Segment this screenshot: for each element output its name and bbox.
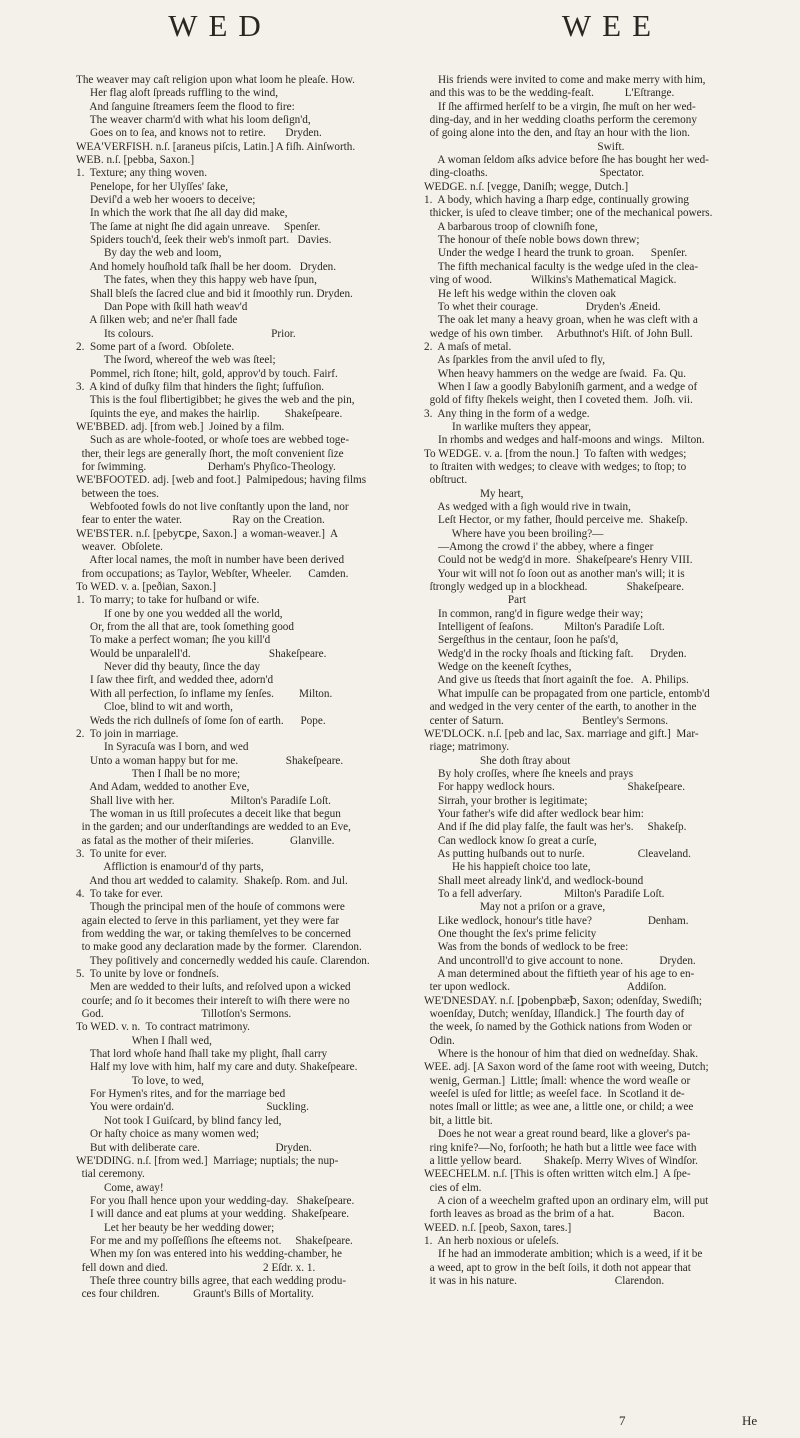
text-line: 2. Some part of a ſword. Obſolete. (76, 340, 235, 353)
text-line: He his happieſt choice too late, (424, 861, 591, 874)
text-line: ſquints the eye, and makes the hairlip. Shakeſpeare. (76, 407, 343, 420)
text-line: WE'BFOOTED. adj. [web and foot.] Palmipedous; having films (76, 474, 367, 487)
text-line: For you ſhall hence upon your wedding-day. Shakeſpeare. (76, 1194, 355, 1207)
text-line: His friends were invited to come and make merry with him, (424, 74, 706, 86)
text-line: ces four children. Graunt's Bills of Mortality. (76, 1288, 314, 1301)
text-line: 3. A kind of duſky film that hinders the ſight; ſuffuſion. (76, 380, 325, 393)
text-line: fell down and died. 2 Eſdr. x. 1. (76, 1261, 316, 1274)
text-line: A cion of a weechelm grafted upon an ordinary elm, will put (424, 1194, 709, 1207)
text-line: WE'BSTER. n.ſ. [pebyꞇꝑe, Saxon.] a woman-weaver.] A (76, 527, 339, 540)
text-line: As ſparkles from the anvil uſed to fly, (424, 354, 606, 367)
text-line: Not took I Guiſcard, by blind fancy led, (76, 1114, 282, 1127)
text-line: If he had an immoderate ambition; which is a weed, if it be (424, 1248, 703, 1261)
text-line: When I ſhall wed, (76, 1034, 212, 1047)
text-line: The ſword, whereof the web was ſteel; (76, 354, 276, 367)
text-line: Can wedlock know ſo great a curſe, (424, 834, 597, 847)
text-line: Dan Pope with ſkill hath weav'd (76, 300, 248, 313)
text-line: WE'DDING. n.ſ. [from wed.] Marriage; nuptials; the nup- (76, 1154, 339, 1167)
text-line: WE'BBED. adj. [from web.] Joined by a film. (76, 420, 285, 433)
text-line: Let her beauty be her wedding dower; (76, 1221, 275, 1234)
text-line: To whet their courage. Dryden's Æneid. (424, 300, 661, 313)
text-line: weeſel is uſed for little; as weeſel face. In Scotland it de- (424, 1088, 685, 1101)
text-line: Spiders touch'd, ſeek their web's inmoſt part. Davies. (76, 234, 332, 247)
text-line: Where is the honour of him that died on wedneſday. Shak. (424, 1048, 699, 1061)
text-line: Penelope, for her Ulyſſes' ſake, (76, 180, 229, 193)
right-column (424, 74, 766, 1288)
text-line: gold of fifty ſhekels weight, then I coveted them. Joſh. vii. (424, 394, 693, 407)
text-line: And Adam, wedded to another Eve, (76, 781, 250, 794)
text-line: 1. Texture; any thing woven. (76, 167, 208, 180)
text-line: Come, away! (76, 1181, 164, 1194)
text-line: to make good any declaration made by the former. Clarendon. (76, 941, 362, 954)
text-line: 1. An herb noxious or uſeleſs. (424, 1234, 559, 1247)
text-line: Odin. (424, 1034, 455, 1047)
text-line: Sirrah, your brother is legitimate; (424, 794, 588, 807)
text-line: fear to enter the water. Ray on the Creation. (76, 514, 325, 527)
text-line: The honour of theſe noble bows down threw; (424, 234, 640, 247)
text-line: Would be unparalell'd. Shakeſpeare. (76, 647, 327, 660)
text-line: Webfooted fowls do not live conſtantly upon the land, nor (76, 501, 349, 513)
text-line: The woman in us ſtill proſecutes a deceit like that begun (76, 807, 341, 820)
text-line: Then I ſhall be no more; (76, 767, 241, 780)
text-line: Pommel, rich ſtone; hilt, gold, approv'd by touch. Fairf. (76, 367, 338, 380)
text-line: With all perfection, ſo inflame my ſenſes. Milton. (76, 687, 333, 700)
text-line: The weaver may caſt religion upon what loom he pleaſe. How. (76, 74, 355, 86)
text-line: Weds the rich dullneſs of ſome ſon of earth. Pope. (76, 714, 326, 727)
text-line: ſtrongly wedged up in a blockhead. Shakeſpeare. (424, 581, 685, 594)
text-line: By holy croſſes, where ſhe kneels and prays (424, 767, 634, 780)
text-line: Shall live with her. Milton's Paradiſe Loſt. (76, 794, 331, 807)
text-line: Theſe three country bills agree, that each wedding produ- (76, 1274, 347, 1287)
running-head-right: WEE (561, 8, 663, 43)
text-line: WEED. n.ſ. [peob, Saxon, tares.] (424, 1221, 572, 1234)
running-head-left: WED (168, 8, 272, 43)
text-line: God. Tillotſon's Sermons. (76, 1008, 292, 1021)
text-line: A man determined about the fiftieth year of his age to en- (424, 968, 695, 981)
text-line: Shall bleſs the ſacred clue and bid it ſmoothly run. Dryden. (76, 287, 353, 300)
text-line: from wedding the war, or taking themſelves to be concerned (76, 928, 351, 940)
text-line: One thought the ſex's prime felicity (424, 928, 597, 940)
text-line: Was from the bonds of wedlock to be free: (424, 941, 629, 954)
text-line: Shall meet already link'd, and wedlock-bound (424, 874, 644, 887)
text-line: a little yellow beard. Shakeſp. Merry Wives of Windſor. (424, 1154, 698, 1167)
text-line: WEECHELM. n.ſ. [This is often written witch elm.] A ſpe- (424, 1168, 691, 1181)
text-line: For Hymen's rites, and for the marriage bed (76, 1088, 286, 1101)
text-line: But with deliberate care. Dryden. (76, 1141, 312, 1154)
text-line: 5. To unite by love or fondneſs. (76, 968, 219, 981)
text-line: forth leaves as broad as the brim of a hat. Bacon. (424, 1208, 685, 1221)
text-line: Does he not wear a great round beard, like a glover's pa- (424, 1128, 691, 1141)
text-line: By day the web and loom, (76, 247, 222, 260)
text-line: Could not be wedg'd in more. Shakeſpeare's Henry VIII. (424, 554, 693, 567)
text-line: ving of wood. Wilkins's Mathematical Magick. (424, 274, 677, 287)
text-line: Affliction is enamour'd of thy parts, (76, 861, 264, 874)
text-line: from occupations; as Taylor, Webſter, Wheeler. Camden. (76, 567, 349, 580)
text-line: courſe; and ſo it becomes their intereſt to wiſh there were no (76, 994, 350, 1007)
text-line: Your father's wife did after wedlock bear him: (424, 807, 644, 820)
text-line: WE'DNESDAY. n.ſ. [ꝑobenꝑbæꝥ, Saxon; odenſday, Swediſh; (424, 994, 703, 1007)
text-line: Intelligent of ſeaſons. Milton's Paradiſe Loſt. (424, 621, 665, 634)
text-line: 3. Any thing in the form of a wedge. (424, 407, 590, 420)
text-line: again elected to ſerve in this parliament, yet they were far (76, 914, 340, 927)
text-line: What impulſe can be propagated from one particle, entomb'd (424, 687, 710, 700)
text-line: weaver. Obſolete. (76, 541, 163, 554)
text-line: They poſitively and concernedly wedded his cauſe. Clarendon. (76, 954, 370, 967)
text-line: Its colours. Prior. (76, 327, 296, 340)
text-line: The fifth mechanical faculty is the wedge uſed in the clea- (424, 260, 699, 273)
text-line: ding-cloaths. Spectator. (424, 167, 644, 180)
text-line: Deviſ'd a web her wooers to deceive; (76, 194, 256, 207)
text-line: Sergeſthus in the centaur, ſoon he paſs'd, (424, 634, 619, 647)
text-line: —Among the crowd i' the abbey, where a finger (424, 541, 654, 554)
text-line: Or haſty choice as many women wed; (76, 1128, 259, 1141)
text-line: To love, to wed, (76, 1074, 204, 1087)
text-line: That lord whoſe hand ſhall take my plight, ſhall carry (76, 1048, 328, 1061)
text-line: ter upon wedlock. Addiſon. (424, 981, 667, 994)
text-line: And homely houſhold taſk ſhall be her doom. Dryden. (76, 260, 337, 273)
text-line: a weed, apt to grow in the beſt ſoils, it doth not appear that (424, 1261, 691, 1274)
text-line: Cloe, blind to wit and worth, (76, 701, 233, 714)
text-line: Unto a woman happy but for me. Shakeſpeare. (76, 754, 344, 767)
text-line: Leſt Hector, or my father, ſhould perceive me. Shakeſp. (424, 514, 688, 527)
text-line: The ſame at night ſhe did again unreave. Spenſer. (76, 220, 321, 233)
text-line: To make a perfect woman; ſhe you kill'd (76, 634, 271, 647)
text-line: thicker, is uſed to cleave timber; one of the mechanical powers. (424, 207, 713, 220)
text-line: Where have you been broiling?— (424, 527, 604, 540)
text-line: I will dance and eat plums at your wedding. Shakeſpeare. (76, 1208, 350, 1221)
text-line: He left his wedge within the cloven oak (424, 287, 617, 300)
text-line: in the garden; and our underſtandings are wedded to an Eve, (76, 821, 351, 834)
text-line: To WEDGE. v. a. [from the noun.] To faſten with wedges; (424, 447, 687, 460)
text-line: For happy wedlock hours. Shakeſpeare. (424, 781, 685, 794)
text-line: 3. To unite for ever. (76, 847, 167, 860)
text-line: Part (424, 594, 526, 607)
text-line: obſtruct. (424, 474, 468, 487)
text-line: Goes on to ſea, and knows not to retire. Dryden. (76, 127, 322, 140)
text-line: 2. To join in marriage. (76, 727, 179, 740)
text-line: cies of elm. (424, 1181, 482, 1194)
text-line: Your wit will not ſo ſoon out as another man's will; it is (424, 567, 685, 580)
text-line: riage; matrimony. (424, 741, 510, 754)
text-line: If ſhe affirmed herſelf to be a virgin, ſhe muſt on her wed- (424, 100, 696, 113)
text-line: Like wedlock, honour's title have? Denham. (424, 914, 689, 927)
text-line: the week, ſo named by the Gothick nations from Woden or (424, 1021, 692, 1034)
text-line: to ſtraiten with wedges; to cleave with wedges; to ſtop; to (424, 460, 687, 473)
text-line: This is the foul flibertigibbet; he gives the web and the pin, (76, 394, 355, 407)
text-line: Never did thy beauty, ſince the day (76, 661, 261, 674)
text-line: and this was to be the wedding-feaſt. L'Eſtrange. (424, 87, 675, 100)
text-line: My heart, (424, 487, 524, 500)
text-line: WEE. adj. [A Saxon word of the ſame root with weeing, Dutch; (424, 1061, 709, 1074)
text-line: When I ſaw a goodly Babyloniſh garment, and a wedge of (424, 380, 698, 393)
text-line: Such as are whole-footed, or whoſe toes are webbed toge- (76, 434, 350, 447)
text-line: She doth ſtray about (424, 754, 571, 767)
text-line: Wedg'd in the rocky ſhoals and ſticking faſt. Dryden. (424, 647, 687, 660)
text-line: When my ſon was entered into his wedding-chamber, he (76, 1248, 342, 1261)
text-line: May not a priſon or a grave, (424, 901, 606, 914)
text-line: For me and my poſſeſſions ſhe eſteems not. Shakeſpeare. (76, 1234, 353, 1247)
text-line: notes ſmall or little; as wee ane, a little one, or child; a wee (424, 1101, 694, 1114)
text-line: of going alone into the den, and ſtay an hour with the lion. (424, 127, 690, 140)
text-line: A barbarous troop of clowniſh fone, (424, 220, 598, 233)
text-line: WEB. n.ſ. [pebba, Saxon.] (76, 154, 195, 167)
text-line: The weaver charm'd with what his loom deſign'd, (76, 114, 311, 127)
text-line: woenſday, Dutch; wenſday, Iſlandick.] The fourth day of (424, 1008, 685, 1021)
text-line: The fates, when they this happy web have ſpun, (76, 274, 317, 287)
left-column (76, 74, 411, 1302)
text-line: WEA'VERFISH. n.ſ. [araneus piſcis, Latin.] A fiſh. Ainſworth. (76, 140, 356, 153)
text-line: between the toes. (76, 487, 159, 500)
text-line: In common, rang'd in figure wedge their way; (424, 607, 644, 620)
text-line: When heavy hammers on the wedge are ſwaid. Fa. Qu. (424, 367, 686, 380)
text-line: WE'DLOCK. n.ſ. [peb and lac, Sax. marriage and gift.] Mar- (424, 727, 699, 740)
text-line: As putting huſbands out to nurſe. Cleaveland. (424, 847, 691, 860)
text-line: 1. A body, which having a ſharp edge, continually growing (424, 194, 689, 207)
text-line: After local names, the moſt in number have been derived (76, 554, 345, 567)
text-line: Wedge on the keeneſt ſcythes, (424, 661, 572, 674)
text-line: If one by one you wedded all the world, (76, 607, 283, 620)
text-line: tial ceremony. (76, 1168, 145, 1181)
text-line: And thou art wedded to calamity. Shakeſp. Rom. and Jul. (76, 874, 348, 887)
text-line: I ſaw thee firſt, and wedded thee, adorn'd (76, 674, 274, 687)
text-line: WEDGE. n.ſ. [vegge, Daniſh; wegge, Dutch.] (424, 180, 629, 193)
text-line: Though the principal men of the houſe of commons were (76, 901, 345, 914)
text-line: 2. A maſs of metal. (424, 340, 512, 353)
text-line: wedge of his own timber. Arbuthnot's Hiſt. of John Bull. (424, 327, 693, 340)
text-line: wenig, German.] Little; ſmall: whence the word weaſle or (424, 1074, 691, 1087)
text-line: Her flag aloft ſpreads ruffling to the wind, (76, 87, 279, 100)
text-line: In warlike muſters they appear, (424, 420, 591, 433)
text-line: And uncontroll'd to give account to none. Dryden. (424, 954, 696, 967)
text-line: 4. To take for ever. (76, 887, 163, 900)
text-line: As wedged with a ſigh would rive in twain, (424, 501, 631, 513)
text-line: Or, from the all that are, took ſomething good (76, 621, 294, 634)
text-line: Swift. (424, 140, 625, 153)
text-line: and wedged in the very center of the earth, to another in the (424, 701, 697, 714)
text-line: In which the work that ſhe all day did make, (76, 207, 288, 220)
text-line: And if ſhe did play falſe, the fault was her's. Shakeſp. (424, 821, 687, 834)
text-line: as fatal as the mother of their miſeries. Glanville. (76, 834, 335, 847)
text-line: To WED. v. a. [peðian, Saxon.] (76, 581, 216, 594)
text-line: And give us ſteeds that ſnort againſt the foe. A. Philips. (424, 674, 689, 687)
text-line: center of Saturn. Bentley's Sermons. (424, 714, 669, 727)
text-line: for ſwimming. Derham's Phyſico-Theology. (76, 460, 336, 473)
text-line: A woman ſeldom aſks advice before ſhe has bought her wed- (424, 154, 709, 167)
text-line: ding-day, and in her wedding cloaths perform the ceremony (424, 114, 697, 127)
text-line: And ſanguine ſtreamers ſeem the flood to fire: (76, 100, 295, 113)
text-line: You were ordain'd. Suckling. (76, 1101, 309, 1114)
text-line: In Syracuſa was I born, and wed (76, 741, 249, 754)
text-line: bit, a little bit. (424, 1114, 493, 1127)
text-line: it was in his nature. Clarendon. (424, 1274, 665, 1287)
catchword: He (742, 1413, 758, 1428)
text-line: Under the wedge I heard the trunk to groan. Spenſer. (424, 247, 688, 260)
text-line: To a fell adverſary. Milton's Paradiſe Loſt. (424, 887, 665, 900)
text-line: To WED. v. n. To contract matrimony. (76, 1021, 250, 1034)
page-folio: 7 (619, 1413, 626, 1428)
text-line: ther, their legs are generally ſhort, the moſt convenient ſize (76, 447, 344, 460)
text-line: The oak let many a heavy groan, when he was cleft with a (424, 314, 698, 327)
text-line: Half my love with him, half my care and duty. Shakeſpeare. (76, 1061, 358, 1074)
text-line: Men are wedded to their luſts, and reſolved upon a wicked (76, 981, 351, 994)
text-line: ring knife?—No, forſooth; he hath but a little wee face with (424, 1141, 697, 1154)
text-line: A ſilken web; and ne'er ſhall fade (76, 314, 238, 327)
text-line: 1. To marry; to take for huſband or wife. (76, 594, 260, 607)
text-line: In rhombs and wedges and half-moons and wings. Milton. (424, 434, 705, 447)
